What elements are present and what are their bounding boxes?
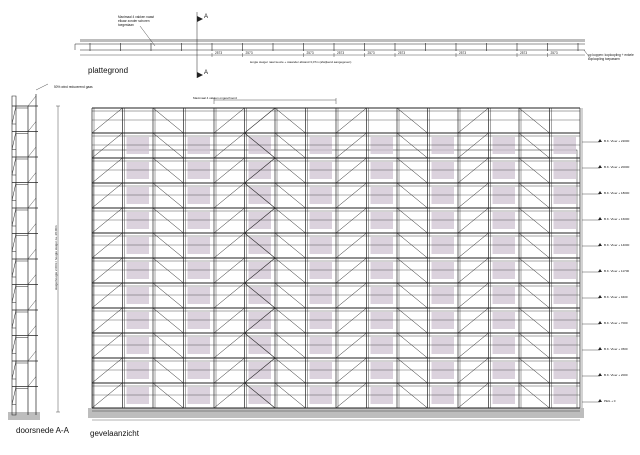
facade-brace: [153, 183, 184, 208]
facade-brace: [458, 208, 489, 233]
plan-dim-label: 2573: [245, 51, 253, 55]
facade-brace: [458, 383, 489, 408]
section-balcony: [12, 310, 16, 328]
level-marker-triangle: [598, 295, 602, 298]
facade-brace: [519, 308, 550, 333]
facade-brace: [336, 383, 367, 408]
facade-window-panel: [432, 187, 455, 204]
section-balcony: [12, 157, 16, 175]
facade-window-panel: [310, 262, 333, 279]
facade-brace: [458, 133, 489, 158]
facade-window-panel: [432, 237, 455, 254]
level-marker-triangle: [598, 347, 602, 350]
facade-brace: [458, 308, 489, 333]
section-ground: [8, 412, 40, 420]
facade-window-panel: [310, 162, 333, 179]
facade-window-panel: [188, 337, 211, 354]
facade-brace: [92, 208, 123, 233]
level-marker-triangle: [598, 217, 602, 220]
facade-window-panel: [127, 312, 150, 329]
facade-window-panel: [554, 187, 577, 204]
level-label: B.K. Vloer + 16000: [604, 217, 630, 221]
level-label: B.K. Vloer + 14000: [604, 243, 630, 247]
facade-brace: [153, 233, 184, 258]
facade-window-panel: [432, 312, 455, 329]
facade-brace: [214, 383, 245, 408]
facade-window-panel: [493, 162, 516, 179]
facade-brace: [275, 233, 306, 258]
plan-title: plattegrond: [88, 66, 129, 75]
plan-dim-label: 2573: [367, 51, 375, 55]
facade-brace: [153, 208, 184, 233]
facade-brace: [519, 158, 550, 183]
facade-brace: [458, 258, 489, 283]
facade-brace: [153, 383, 184, 408]
facade-brace: [458, 358, 489, 383]
section-balcony: [12, 336, 16, 354]
facade-window-panel: [127, 137, 150, 154]
facade-window-panel: [432, 362, 455, 379]
facade-window-panel: [493, 212, 516, 229]
section-brace: [28, 198, 36, 208]
facade-window-panel: [310, 187, 333, 204]
facade-brace: [275, 358, 306, 383]
plan-dim-label: 2573: [337, 51, 345, 55]
facade-brace: [275, 183, 306, 208]
facade-window-panel: [493, 337, 516, 354]
section-balcony: [12, 208, 16, 226]
level-marker-triangle: [598, 165, 602, 168]
facade-brace: [92, 383, 123, 408]
facade-window-panel: [493, 187, 516, 204]
facade-view: [88, 98, 602, 420]
facade-brace: [336, 108, 367, 133]
level-label: PEIL + 0: [604, 399, 616, 403]
facade-window-panel: [310, 312, 333, 329]
section-marker-bottom: A: [204, 70, 209, 76]
facade-window-panel: [127, 387, 150, 404]
facade-brace: [336, 233, 367, 258]
facade-brace: [397, 258, 428, 283]
facade-window-panel: [371, 312, 394, 329]
level-marker-triangle: [598, 321, 602, 324]
facade-brace: [519, 358, 550, 383]
facade-window-panel: [310, 287, 333, 304]
facade-brace: [214, 233, 245, 258]
section-balcony: [12, 285, 16, 303]
facade-brace: [153, 283, 184, 308]
level-marker-triangle: [598, 139, 602, 142]
facade-brace: [519, 383, 550, 408]
facade-brace: [214, 108, 245, 133]
facade-brace: [458, 233, 489, 258]
facade-brace: [397, 158, 428, 183]
level-marker-triangle: [598, 399, 602, 402]
facade-window-panel: [127, 337, 150, 354]
facade-brace: [397, 358, 428, 383]
plan-dim-label: 2573: [459, 51, 467, 55]
facade-window-panel: [127, 287, 150, 304]
facade-brace: [153, 133, 184, 158]
facade-brace: [92, 133, 123, 158]
facade-brace: [336, 183, 367, 208]
facade-brace: [458, 283, 489, 308]
section-brace: [28, 96, 36, 106]
section-height-label: steigerhoogte 2.00m / hoogte steiger ca. 28.00m: [54, 225, 58, 290]
facade-brace: [153, 258, 184, 283]
facade-brace: [336, 258, 367, 283]
section-arrow-bottom: [197, 72, 203, 78]
facade-brace: [336, 333, 367, 358]
facade-brace: [275, 158, 306, 183]
facade-window-panel: [188, 187, 211, 204]
facade-brace: [153, 333, 184, 358]
facade-brace: [214, 158, 245, 183]
facade-window-panel: [432, 387, 455, 404]
facade-window-panel: [493, 287, 516, 304]
facade-brace: [519, 233, 550, 258]
level-label: B.K. Vloer + 20000: [604, 165, 630, 169]
facade-window-panel: [188, 362, 211, 379]
facade-brace: [92, 358, 123, 383]
facade-window-panel: [188, 262, 211, 279]
section-balcony: [12, 106, 16, 124]
facade-brace: [92, 258, 123, 283]
facade-window-panel: [310, 387, 333, 404]
facade-brace: [275, 133, 306, 158]
facade-window-panel: [188, 162, 211, 179]
section-balcony: [12, 259, 16, 277]
level-label: B.K. Vloer + 9400: [604, 295, 628, 299]
facade-window-panel: [371, 262, 394, 279]
facade-brace: [336, 358, 367, 383]
facade-window-panel: [554, 287, 577, 304]
facade-brace: [397, 383, 428, 408]
section-title: doorsnede A-A: [16, 426, 69, 435]
facade-brace: [214, 283, 245, 308]
plan-dim-label: 2573: [215, 51, 223, 55]
facade-brace: [92, 108, 123, 133]
plan-note-top: Maximaal 4 vakken naast elkaar zonder schoren toegestaan: [118, 15, 154, 27]
facade-brace: [397, 333, 428, 358]
facade-brace: [275, 308, 306, 333]
plan-dim-label: 2573: [550, 51, 558, 55]
plan-leader: [140, 26, 155, 46]
facade-window-panel: [432, 262, 455, 279]
facade-brace: [275, 208, 306, 233]
facade-brace: [336, 308, 367, 333]
facade-brace: [458, 158, 489, 183]
facade-window-panel: [310, 212, 333, 229]
facade-window-panel: [371, 362, 394, 379]
facade-window-panel: [554, 212, 577, 229]
facade-brace: [397, 233, 428, 258]
facade-brace: [214, 133, 245, 158]
facade-brace: [153, 158, 184, 183]
facade-ground: [88, 408, 584, 418]
plan-note-bottom: lengte steiger naar keuze + staander afstand 3,07m (afwijkend aangegeven): [250, 60, 352, 64]
facade-brace: [275, 383, 306, 408]
facade-brace: [519, 183, 550, 208]
plan-wall: [80, 39, 585, 42]
facade-brace: [275, 283, 306, 308]
section-balcony: [12, 387, 16, 405]
facade-window-panel: [310, 137, 333, 154]
facade-window-panel: [371, 137, 394, 154]
level-label: B.K. Vloer + 11700: [604, 269, 630, 273]
facade-window-panel: [371, 237, 394, 254]
facade-window-panel: [310, 337, 333, 354]
level-marker-triangle: [598, 243, 602, 246]
section-net-note: 50% wind reducerend gaas: [54, 85, 93, 89]
section-balcony: [12, 234, 16, 252]
section-brace: [28, 351, 36, 361]
facade-brace: [519, 258, 550, 283]
facade-brace: [519, 133, 550, 158]
facade-brace: [153, 108, 184, 133]
level-marker-triangle: [598, 373, 602, 376]
plan-right-note: op koppen: koploopling + enkele koploopling toepassen: [588, 53, 634, 61]
facade-brace: [214, 333, 245, 358]
facade-window-panel: [554, 337, 577, 354]
facade-window-panel: [127, 262, 150, 279]
facade-window-panel: [188, 212, 211, 229]
facade-window-panel: [127, 162, 150, 179]
facade-brace: [214, 183, 245, 208]
facade-brace: [397, 308, 428, 333]
facade-window-panel: [432, 162, 455, 179]
facade-brace: [92, 158, 123, 183]
facade-window-panel: [554, 362, 577, 379]
section-balcony: [12, 132, 16, 150]
facade-brace: [214, 208, 245, 233]
facade-brace: [397, 183, 428, 208]
level-label: B.K. Vloer + 22000: [604, 139, 630, 143]
level-label: B.K. Vloer + 2000: [604, 373, 628, 377]
facade-brace: [153, 358, 184, 383]
section-brace: [28, 275, 36, 285]
section-building-edge: [12, 96, 16, 415]
section-balcony: [12, 361, 16, 379]
facade-window-panel: [127, 187, 150, 204]
facade-window-panel: [188, 387, 211, 404]
facade-window-panel: [188, 237, 211, 254]
level-label: B.K. Vloer + 18000: [604, 191, 630, 195]
level-label: B.K. Vloer + 4500: [604, 347, 628, 351]
facade-window-panel: [371, 287, 394, 304]
facade-stair-flight: [245, 108, 276, 133]
section-brace: [28, 249, 36, 259]
facade-window-panel: [371, 162, 394, 179]
facade-window-panel: [371, 212, 394, 229]
section-brace: [28, 122, 36, 132]
facade-window-panel: [371, 387, 394, 404]
facade-window-panel: [371, 187, 394, 204]
facade-window-panel: [493, 312, 516, 329]
facade-brace: [92, 233, 123, 258]
plan-dim-label: 2573: [398, 51, 406, 55]
facade-window-panel: [554, 237, 577, 254]
plan-dim-label: 2573: [520, 51, 528, 55]
facade-window-panel: [127, 212, 150, 229]
facade-brace: [336, 133, 367, 158]
facade-window-panel: [127, 237, 150, 254]
facade-brace: [336, 158, 367, 183]
facade-window-panel: [432, 137, 455, 154]
facade-brace: [92, 283, 123, 308]
section-brace: [28, 147, 36, 157]
section-arrow-top: [197, 16, 203, 22]
section-marker-top: A: [204, 14, 209, 20]
section-net-leader: [36, 84, 48, 90]
facade-brace: [397, 108, 428, 133]
facade-window-panel: [127, 362, 150, 379]
facade-window-panel: [493, 137, 516, 154]
facade-brace: [397, 133, 428, 158]
facade-brace: [336, 283, 367, 308]
facade-brace: [275, 258, 306, 283]
section-brace: [28, 224, 36, 234]
level-marker-triangle: [598, 191, 602, 194]
section-brace: [28, 326, 36, 336]
facade-window-panel: [310, 237, 333, 254]
section-brace: [28, 377, 36, 387]
facade-brace: [458, 108, 489, 133]
facade-brace: [92, 333, 123, 358]
plan-dim-label: 2573: [306, 51, 314, 55]
level-label: B.K. Vloer + 7000: [604, 321, 628, 325]
facade-brace: [275, 333, 306, 358]
facade-window-panel: [188, 287, 211, 304]
facade-brace: [519, 333, 550, 358]
facade-brace: [214, 258, 245, 283]
facade-brace: [92, 183, 123, 208]
facade-brace: [275, 108, 306, 133]
facade-brace: [458, 333, 489, 358]
facade-window-panel: [554, 162, 577, 179]
facade-brace: [214, 308, 245, 333]
facade-window-panel: [310, 362, 333, 379]
facade-window-panel: [554, 387, 577, 404]
facade-brace: [92, 308, 123, 333]
facade-brace: [519, 108, 550, 133]
facade-title: gevelaanzicht: [90, 429, 139, 438]
facade-window-panel: [188, 137, 211, 154]
section-brace: [28, 173, 36, 183]
facade-window-panel: [493, 362, 516, 379]
facade-window-panel: [554, 137, 577, 154]
facade-window-panel: [493, 237, 516, 254]
section-balcony: [12, 183, 16, 201]
facade-top-note: Maximaal 4 vakken ongeschoord: [193, 96, 237, 100]
facade-brace: [336, 208, 367, 233]
facade-window-panel: [493, 387, 516, 404]
facade-window-panel: [554, 312, 577, 329]
facade-window-panel: [371, 337, 394, 354]
facade-brace: [214, 358, 245, 383]
facade-window-panel: [188, 312, 211, 329]
facade-window-panel: [432, 212, 455, 229]
facade-window-panel: [493, 262, 516, 279]
facade-brace: [397, 283, 428, 308]
facade-window-panel: [432, 287, 455, 304]
facade-brace: [153, 308, 184, 333]
facade-brace: [519, 208, 550, 233]
facade-window-panel: [554, 262, 577, 279]
level-marker-triangle: [598, 269, 602, 272]
facade-brace: [458, 183, 489, 208]
section-view: [8, 84, 60, 420]
section-brace: [28, 300, 36, 310]
facade-brace: [519, 283, 550, 308]
facade-window-panel: [432, 337, 455, 354]
facade-brace: [397, 208, 428, 233]
